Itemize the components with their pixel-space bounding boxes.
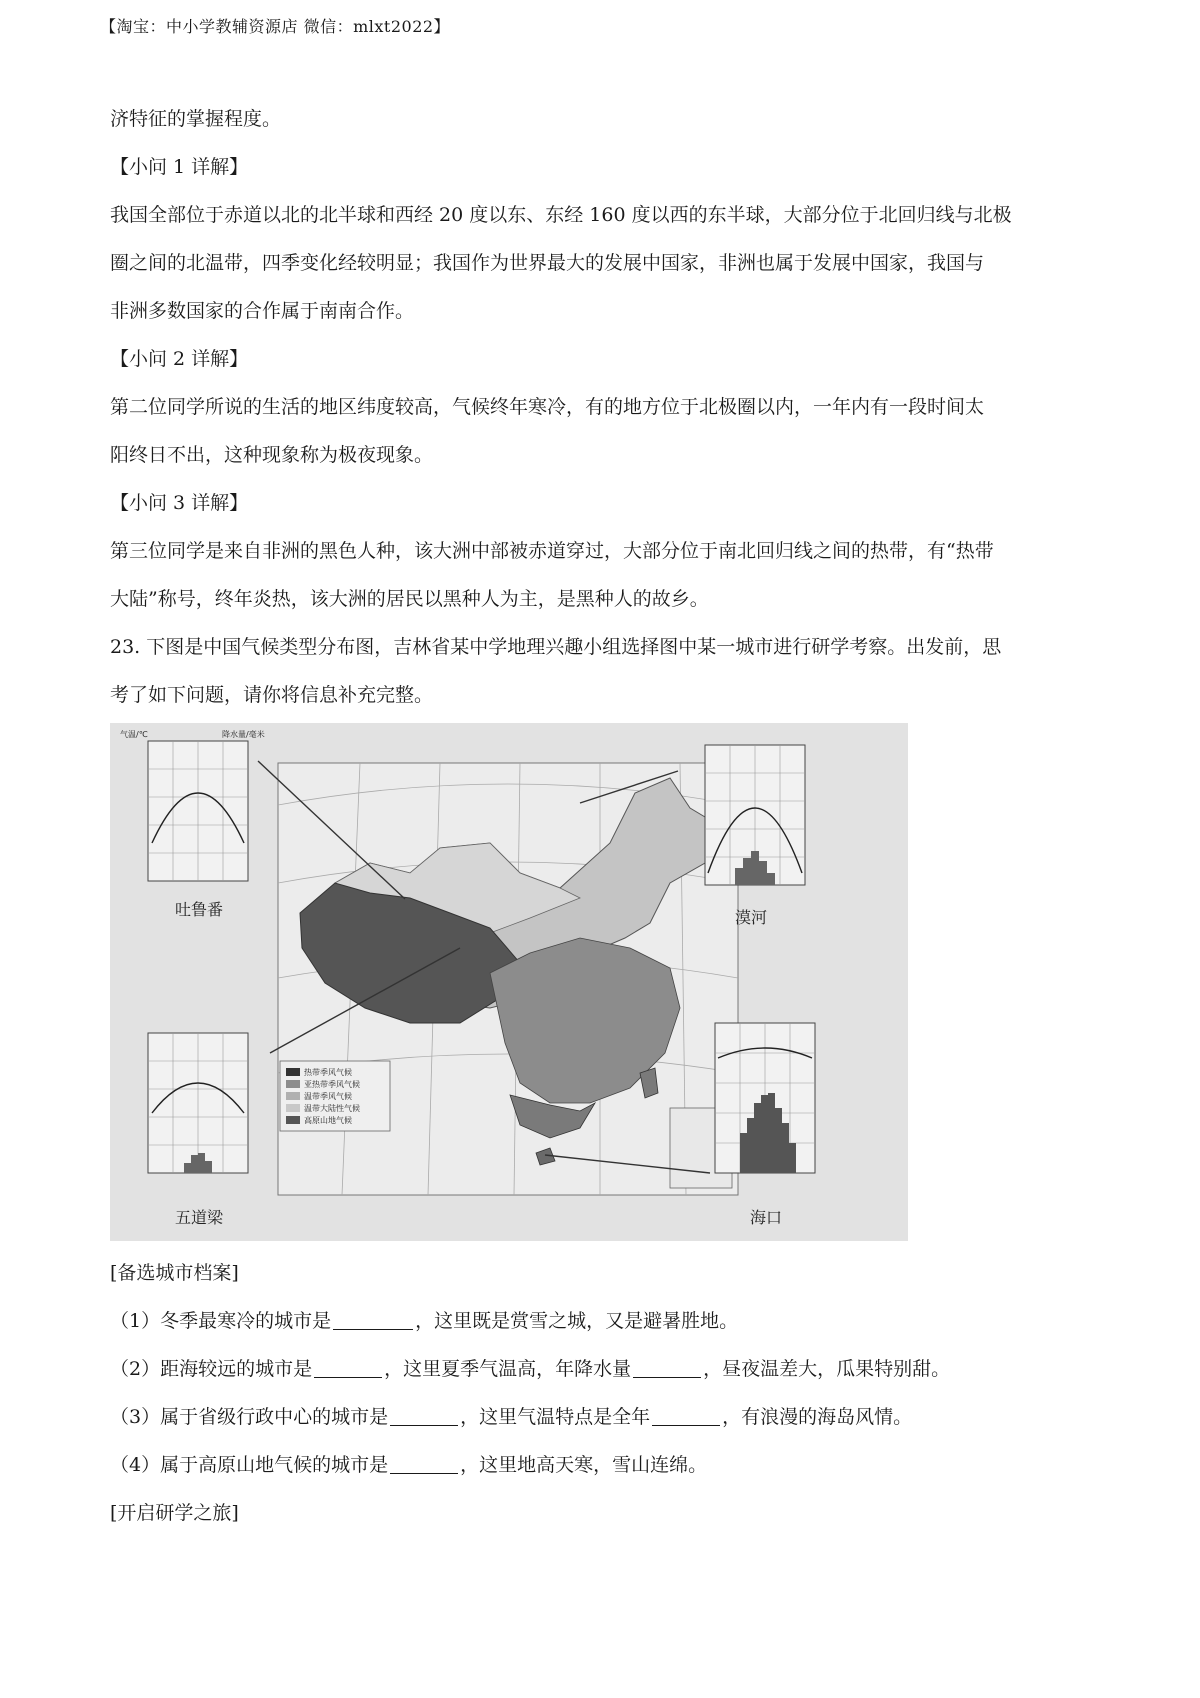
archive-item-1 [110,1297,1100,1345]
archive-item-4 [110,1441,1100,1489]
question-1-text-line: 我国全部位于赤道以北的北半球和西经 20 度以东、东经 160 度以西的东半球，大部分位于北回归线与北极 [110,204,1012,226]
question-1-title: 【小问 1 详解】 [110,156,249,178]
question-23-text-line: 23. 下图是中国气候类型分布图，吉林省某中学地理兴趣小组选择图中某一城市进行研学考察。出发前，思 [110,636,1002,658]
document-body [110,95,1100,1537]
question-2-title: 【小问 2 详解】 [110,348,249,370]
archive-item-4-text: ，这里地高天寒，雪山连绵。 [460,1454,708,1476]
archive-item-4-text: （4）属于高原山地气候的城市是 [110,1454,389,1476]
legend-label: 温带季风气候 [304,1092,352,1101]
answer-blank[interactable] [333,1313,413,1330]
question-3-text-line: 大陆”称号，终年炎热，该大洲的居民以黑种人为主，是黑种人的故乡。 [110,588,709,610]
question-23-text-line: 考了如下问题，请你将信息补充完整。 [110,684,434,706]
answer-blank[interactable] [633,1361,701,1378]
precip-axis-label: 降水量/毫米 [222,730,265,739]
page-header: 【淘宝：中小学教辅资源店 微信：mlxt2022】 [100,17,451,36]
archive-item-3 [110,1393,1100,1441]
question-3-text-line: 第三位同学是来自非洲的黑色人种，该大洲中部被赤道穿过，大部分位于南北回归线之间的热带，有“热带 [110,540,994,562]
answer-blank[interactable] [652,1409,720,1426]
climate-map-svg [110,723,908,1241]
city-label-wudaoliang: 五道梁 [175,1208,224,1227]
question-1-text-line: 圈之间的北温带，四季变化经较明显；我国作为世界最大的发展中国家，非洲也属于发展中国家，我国与 [110,252,985,274]
city-label-haikou: 海口 [750,1208,783,1227]
legend-label: 高原山地气候 [304,1116,352,1125]
legend-label: 热带季风气候 [304,1068,352,1077]
archive-item-2 [110,1345,1100,1393]
archive-item-3-text: ，这里气温特点是全年 [460,1406,651,1428]
city-label-mohe: 漠河 [735,908,768,927]
archive-item-3-text: ，有浪漫的海岛风情。 [722,1406,913,1428]
archive-item-1-text: ，这里既是赏雪之城，又是避暑胜地。 [415,1310,739,1332]
trip-title: [开启研学之旅] [110,1502,239,1524]
paragraph-intro: 济特征的掌握程度。 [110,108,282,130]
climate-map-figure [110,723,908,1241]
question-2-text-line: 阳终日不出，这种现象称为极夜现象。 [110,444,434,466]
legend-label: 温带大陆性气候 [304,1104,360,1113]
temp-axis-label: 气温/℃ [120,730,148,739]
archive-item-3-text: （3）属于省级行政中心的城市是 [110,1406,389,1428]
question-1-text-line: 非洲多数国家的合作属于南南合作。 [110,300,415,322]
question-2-text-line: 第二位同学所说的生活的地区纬度较高，气候终年寒冷，有的地方位于北极圈以内，一年内有一段时间太 [110,396,985,418]
answer-blank[interactable] [390,1409,458,1426]
city-label-turpan: 吐鲁番 [175,900,224,919]
archive-item-2-text: ，昼夜温差大，瓜果特别甜。 [703,1358,951,1380]
archive-item-1-text: （1）冬季最寒冷的城市是 [110,1310,332,1332]
archive-item-2-text: ，这里夏季气温高，年降水量 [384,1358,632,1380]
answer-blank[interactable] [314,1361,382,1378]
question-3-title: 【小问 3 详解】 [110,492,249,514]
archive-item-2-text: （2）距海较远的城市是 [110,1358,313,1380]
archive-title: [备选城市档案] [110,1262,239,1284]
answer-blank[interactable] [390,1457,458,1474]
legend-label: 亚热带季风气候 [304,1080,360,1089]
